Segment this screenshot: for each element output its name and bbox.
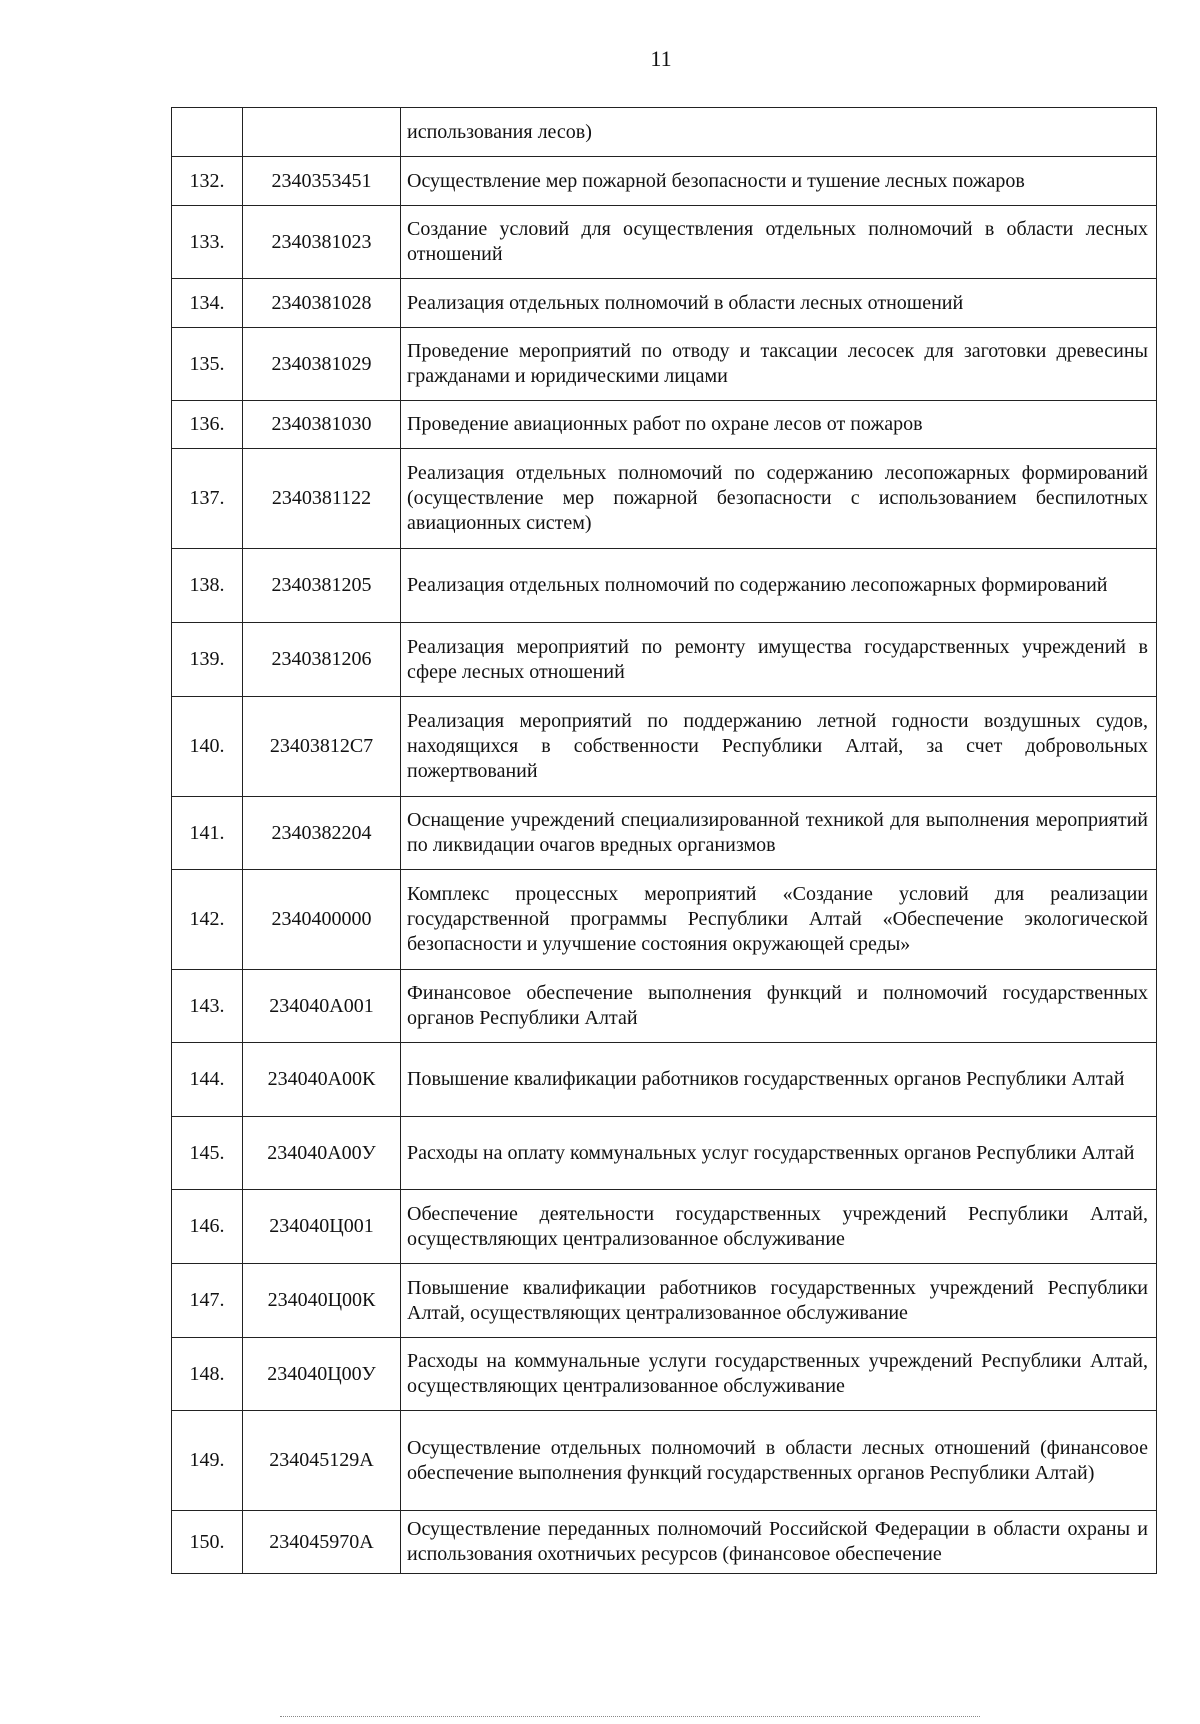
row-number xyxy=(172,108,243,157)
row-description: использования лесов) xyxy=(401,108,1157,157)
row-description: Осуществление отдельных полномочий в области лесных отношений (финансовое обеспечение выполнения функций государственных органов Республики Алтай) xyxy=(401,1411,1157,1511)
table-row xyxy=(172,449,1157,549)
budget-code: 234040А00У xyxy=(243,1117,401,1190)
row-number: 135. xyxy=(172,328,243,401)
row-description: Обеспечение деятельности государственных учреждений Республики Алтай, осуществляющих централизованное обслуживание xyxy=(401,1190,1157,1264)
row-description: Осуществление переданных полномочий Российской Федерации в области охраны и использования охотничьих ресурсов (финансовое обеспечение xyxy=(401,1511,1157,1574)
row-description: Расходы на оплату коммунальных услуг государственных органов Республики Алтай xyxy=(401,1117,1157,1190)
table-row xyxy=(172,206,1157,279)
budget-code: 2340381028 xyxy=(243,279,401,328)
budget-code: 234040А001 xyxy=(243,970,401,1043)
row-description: Реализация мероприятий по ремонту имущества государственных учреждений в сфере лесных отношений xyxy=(401,623,1157,697)
row-description: Проведение мероприятий по отводу и таксации лесосек для заготовки древесины гражданами и юридическими лицами xyxy=(401,328,1157,401)
row-number: 142. xyxy=(172,870,243,970)
row-description: Расходы на коммунальные услуги государственных учреждений Республики Алтай, осуществляющих централизованное обслуживание xyxy=(401,1338,1157,1411)
row-number: 143. xyxy=(172,970,243,1043)
row-description: Реализация отдельных полномочий по содержанию лесопожарных формирований (осуществление мер пожарной безопасности с использованием беспилотных авиационных систем) xyxy=(401,449,1157,549)
row-description: Комплекс процессных мероприятий «Создание условий для реализации государственной программы Республики Алтай «Обеспечение экологической безопасности и улучшение состояния окружающей среды» xyxy=(401,870,1157,970)
row-description: Повышение квалификации работников государственных органов Республики Алтай xyxy=(401,1043,1157,1117)
budget-code: 2340400000 xyxy=(243,870,401,970)
row-number: 144. xyxy=(172,1043,243,1117)
page-number: 11 xyxy=(650,46,672,71)
budget-code: 234040А00К xyxy=(243,1043,401,1117)
table-row xyxy=(172,1117,1157,1190)
row-description: Повышение квалификации работников государственных учреждений Республики Алтай, осуществляющих централизованное обслуживание xyxy=(401,1264,1157,1338)
table-row xyxy=(172,157,1157,206)
table-row xyxy=(172,1338,1157,1411)
scan-edge-marks xyxy=(280,1716,980,1719)
row-number: 141. xyxy=(172,797,243,870)
row-number: 140. xyxy=(172,697,243,797)
row-number: 138. xyxy=(172,549,243,623)
table-row xyxy=(172,328,1157,401)
budget-codes-table xyxy=(171,107,1157,1574)
table-row xyxy=(172,1511,1157,1574)
row-description: Оснащение учреждений специализированной техникой для выполнения мероприятий по ликвидации очагов вредных организмов xyxy=(401,797,1157,870)
table-row xyxy=(172,549,1157,623)
table-row xyxy=(172,1043,1157,1117)
budget-code: 2340353451 xyxy=(243,157,401,206)
budget-code: 2340381122 xyxy=(243,449,401,549)
row-number: 150. xyxy=(172,1511,243,1574)
budget-code: 2340381023 xyxy=(243,206,401,279)
budget-code: 234040Ц00У xyxy=(243,1338,401,1411)
row-number: 139. xyxy=(172,623,243,697)
budget-code: 2340381205 xyxy=(243,549,401,623)
table-row xyxy=(172,797,1157,870)
table-row xyxy=(172,1411,1157,1511)
table-row xyxy=(172,623,1157,697)
row-number: 148. xyxy=(172,1338,243,1411)
row-number: 146. xyxy=(172,1190,243,1264)
budget-code: 234040Ц001 xyxy=(243,1190,401,1264)
budget-code: 234045970А xyxy=(243,1511,401,1574)
row-number: 132. xyxy=(172,157,243,206)
table-row xyxy=(172,697,1157,797)
row-description: Реализация мероприятий по поддержанию летной годности воздушных судов, находящихся в собственности Республики Алтай, за счет добровольных пожертвований xyxy=(401,697,1157,797)
row-number: 136. xyxy=(172,401,243,449)
row-description: Реализация отдельных полномочий в области лесных отношений xyxy=(401,279,1157,328)
table-row xyxy=(172,108,1157,157)
budget-code: 234040Ц00К xyxy=(243,1264,401,1338)
budget-code: 2340382204 xyxy=(243,797,401,870)
row-description: Осуществление мер пожарной безопасности и тушение лесных пожаров xyxy=(401,157,1157,206)
row-description: Финансовое обеспечение выполнения функций и полномочий государственных органов Республики Алтай xyxy=(401,970,1157,1043)
table-row xyxy=(172,1190,1157,1264)
table-row xyxy=(172,1264,1157,1338)
table-row xyxy=(172,279,1157,328)
row-number: 133. xyxy=(172,206,243,279)
budget-code: 2340381030 xyxy=(243,401,401,449)
budget-code: 2340381029 xyxy=(243,328,401,401)
budget-code: 2340381206 xyxy=(243,623,401,697)
budget-code xyxy=(243,108,401,157)
row-number: 147. xyxy=(172,1264,243,1338)
row-number: 149. xyxy=(172,1411,243,1511)
table-body xyxy=(172,108,1157,1574)
row-number: 134. xyxy=(172,279,243,328)
budget-code: 23403812С7 xyxy=(243,697,401,797)
table-row xyxy=(172,970,1157,1043)
row-number: 145. xyxy=(172,1117,243,1190)
row-description: Реализация отдельных полномочий по содержанию лесопожарных формирований xyxy=(401,549,1157,623)
row-description: Проведение авиационных работ по охране лесов от пожаров xyxy=(401,401,1157,449)
row-number: 137. xyxy=(172,449,243,549)
table-row xyxy=(172,401,1157,449)
budget-code: 234045129А xyxy=(243,1411,401,1511)
table-row xyxy=(172,870,1157,970)
row-description: Создание условий для осуществления отдельных полномочий в области лесных отношений xyxy=(401,206,1157,279)
